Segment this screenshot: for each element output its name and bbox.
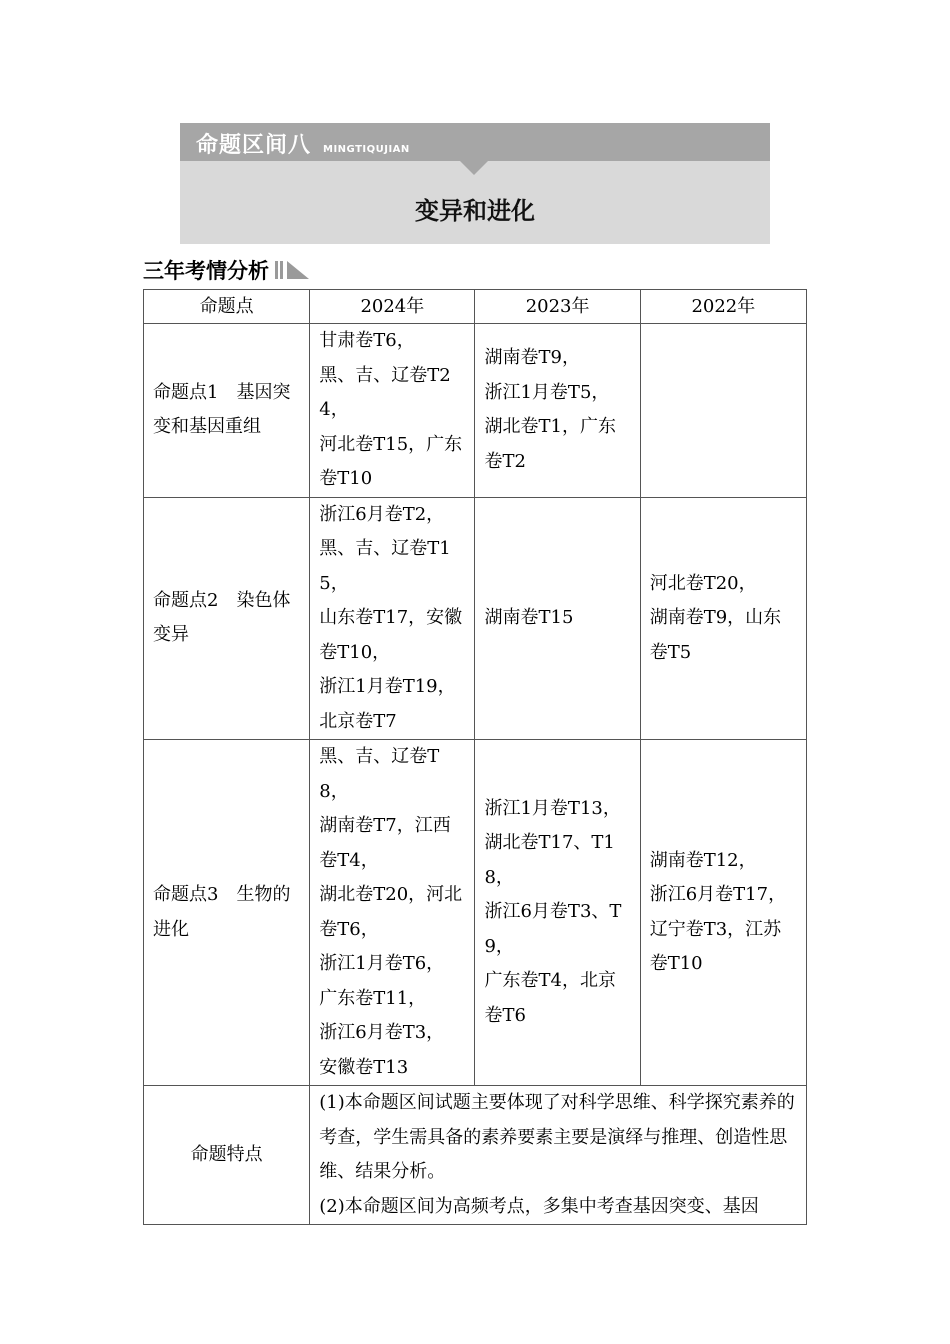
features-line: (1)本命题区间试题主要体现了对科学思维、科学探究素养的考查，学生需具备的素养要素主要是演绎与推理、创造性思维、结果分析。 xyxy=(319,1092,795,1182)
cell-line: 浙江1月卷T6， xyxy=(319,953,445,974)
topic-cell: 命题点3 生物的进化 xyxy=(144,740,310,1086)
cell-line: 浙江1月卷T13， xyxy=(484,797,621,819)
features-content xyxy=(310,1086,807,1225)
cell-2024 xyxy=(310,324,475,498)
exam-analysis-table xyxy=(143,289,807,1225)
cell-line: 浙江6月卷T3， xyxy=(319,1022,445,1043)
cell-line: 山东卷T17，安徽卷T10， xyxy=(319,607,463,663)
cell-2023 xyxy=(475,324,640,498)
cell-line: 浙江6月卷T2， xyxy=(319,503,445,525)
chapter-banner xyxy=(180,123,770,244)
header-2022: 2022年 xyxy=(640,290,806,324)
cell-line: 黑、吉、辽卷T24， xyxy=(319,364,451,420)
cell-line: 湖南卷T15 xyxy=(484,607,574,628)
cell-line: 湖南卷T9， xyxy=(484,347,580,369)
cell-line: 湖北卷T20，河北卷T6， xyxy=(319,884,463,940)
banner-subtitle: MINGTIQUJIAN xyxy=(323,144,410,155)
cell-line: 广东卷T4，北京卷T6 xyxy=(484,970,616,1026)
cell-2023 xyxy=(475,497,640,740)
features-line: (2)本命题区间为高频考点，多集中考查基因突变、基因 xyxy=(319,1195,759,1217)
cell-2022 xyxy=(640,740,806,1086)
cell-2024 xyxy=(310,740,475,1086)
cell-line: 浙江1月卷T19，北京卷T7 xyxy=(319,676,456,732)
cell-2024 xyxy=(310,497,475,740)
section-marker-icon xyxy=(275,261,309,279)
header-2023: 2023年 xyxy=(475,290,640,324)
cell-line: 浙江1月卷T5， xyxy=(484,381,610,403)
cell-line: 辽宁卷T3，江苏卷T10 xyxy=(649,918,782,974)
cell-line: 甘肃卷T6， xyxy=(319,330,415,351)
features-row xyxy=(144,1086,807,1225)
cell-line: 湖北卷T1，广东卷T2 xyxy=(484,416,616,472)
topic-cell: 命题点1 基因突变和基因重组 xyxy=(144,324,310,498)
cell-line: 浙江6月卷T17， xyxy=(649,884,787,905)
table-row xyxy=(144,324,807,498)
header-2024: 2024年 xyxy=(310,290,475,324)
cell-line: 黑、吉、辽卷T15， xyxy=(319,538,451,594)
banner-notch xyxy=(460,161,488,175)
banner-title: 命题区间八 xyxy=(196,133,312,158)
topic-cell: 命题点2 染色体变异 xyxy=(144,497,310,740)
cell-line: 湖南卷T9，山东卷T5 xyxy=(649,607,782,663)
section-heading xyxy=(143,256,309,284)
table-row xyxy=(144,740,807,1086)
cell-line: 黑、吉、辽卷T8， xyxy=(319,746,440,802)
cell-line: 广东卷T11， xyxy=(319,987,427,1009)
cell-line: 浙江6月卷T3、T9， xyxy=(484,901,622,957)
cell-line: 河北卷T20， xyxy=(649,572,757,594)
cell-line: 湖南卷T12， xyxy=(649,849,757,871)
banner-subject: 变异和进化 xyxy=(415,197,535,225)
cell-line: 安徽卷T13 xyxy=(319,1056,409,1078)
features-label: 命题特点 xyxy=(144,1086,310,1225)
cell-2023 xyxy=(475,740,640,1086)
cell-line: 湖南卷T7，江西卷T4， xyxy=(319,815,451,871)
table-header-row xyxy=(144,290,807,324)
cell-2022 xyxy=(640,497,806,740)
header-topic: 命题点 xyxy=(144,290,310,324)
section-title: 三年考情分析 xyxy=(143,259,269,283)
cell-line: 湖北卷T17、T18， xyxy=(484,832,615,888)
table-row xyxy=(144,497,807,740)
cell-2022 xyxy=(640,324,806,498)
cell-line: 河北卷T15，广东卷T10 xyxy=(319,433,463,489)
